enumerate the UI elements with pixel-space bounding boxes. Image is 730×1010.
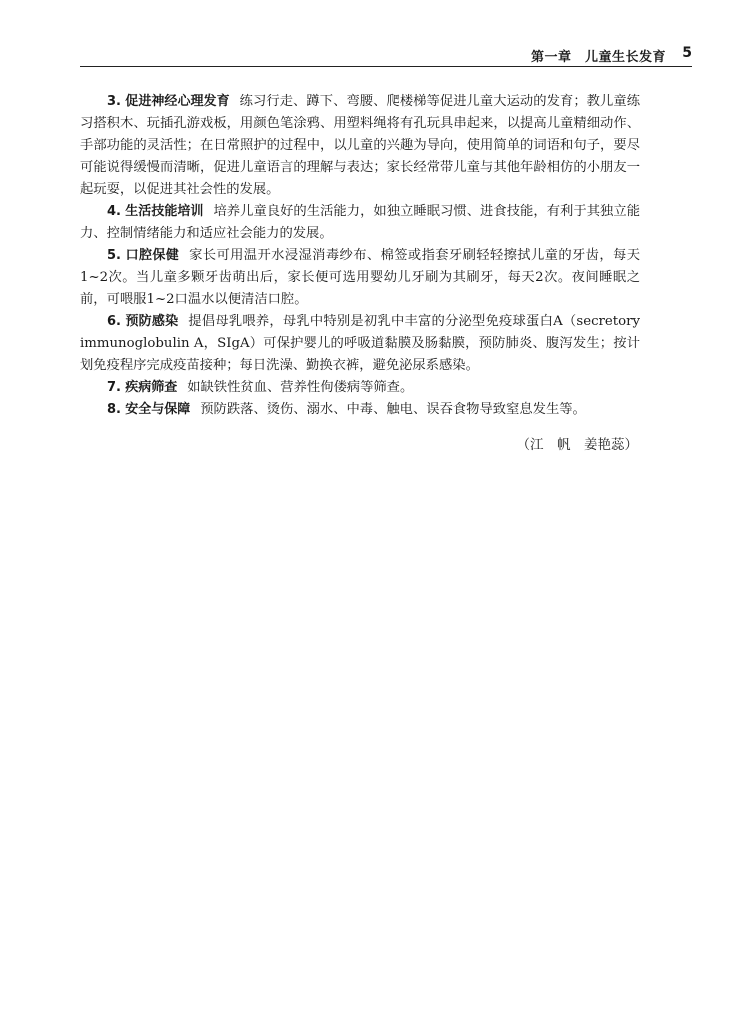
section-paragraph	[80, 245, 640, 311]
section-text: 家长可用温开水浸湿消毒纱布、棉签或指套牙刷轻轻擦拭儿童的牙齿，每天1~2次。当儿童多颗牙齿萌出后，家长便可选用婴幼儿牙刷为其刷牙，每天2次。夜间睡眠之前，可喂服1~2口温水以便清洁口腔。	[80, 248, 640, 307]
chapter-title: 第一章 儿童生长发育	[530, 50, 666, 65]
page-number: 5	[682, 45, 692, 61]
section-term: 口腔保健	[125, 248, 180, 263]
section-number: 8.	[107, 402, 121, 417]
section-number: 4.	[107, 204, 121, 219]
section-paragraph	[80, 399, 640, 421]
section-text: 如缺铁性贫血、营养性佝偻病等筛查。	[187, 380, 414, 395]
body-text	[80, 91, 640, 421]
section-text: 培养儿童良好的生活能力，如独立睡眠习惯、进食技能，有利于其独立能力、控制情绪能力和适应社会能力的发展。	[80, 204, 640, 241]
section-term: 生活技能培训	[125, 204, 204, 219]
section-term: 安全与保障	[125, 402, 191, 417]
section-term: 促进神经心理发育	[125, 94, 230, 109]
header-rule	[80, 66, 692, 67]
section-text: 提倡母乳喂养，母乳中特别是初乳中丰富的分泌型免疫球蛋白A（secretory immunoglobulin A，SIgA）可保护婴儿的呼吸道黏膜及肠黏膜，预防肺炎、腹泻发生；按计划免疫程序完成疫苗接种；每日洗澡、勤换衣裤，避免泌尿系感染。	[80, 314, 640, 373]
author-credit: （江 帆 姜艳蕊）	[516, 437, 638, 453]
section-paragraph	[80, 311, 640, 377]
section-number: 6.	[107, 314, 121, 329]
section-term: 预防感染	[125, 314, 179, 329]
section-number: 3.	[107, 94, 121, 109]
running-header	[80, 42, 692, 68]
section-paragraph	[80, 91, 640, 201]
section-number: 5.	[107, 248, 121, 263]
section-paragraph	[80, 377, 640, 399]
section-text: 预防跌落、烫伤、溺水、中毒、触电、误吞食物导致窒息发生等。	[200, 402, 586, 417]
section-number: 7.	[107, 380, 121, 395]
section-text: 练习行走、蹲下、弯腰、爬楼梯等促进儿童大运动的发育；教儿童练习搭积木、玩插孔游戏板，用颜色笔涂鸦、用塑料绳将有孔玩具串起来，以提高儿童精细动作、手部功能的灵活性；在日常照护的过程中，以儿童的兴趣为导向，使用简单的词语和句子，要尽可能说得缓慢而清晰，促进儿童语言的理解与表达；家长经常带儿童与其他年龄相仿的小朋友一起玩耍，以促进其社会性的发展。	[80, 94, 640, 197]
section-paragraph	[80, 201, 640, 245]
section-term: 疾病筛查	[125, 380, 178, 395]
